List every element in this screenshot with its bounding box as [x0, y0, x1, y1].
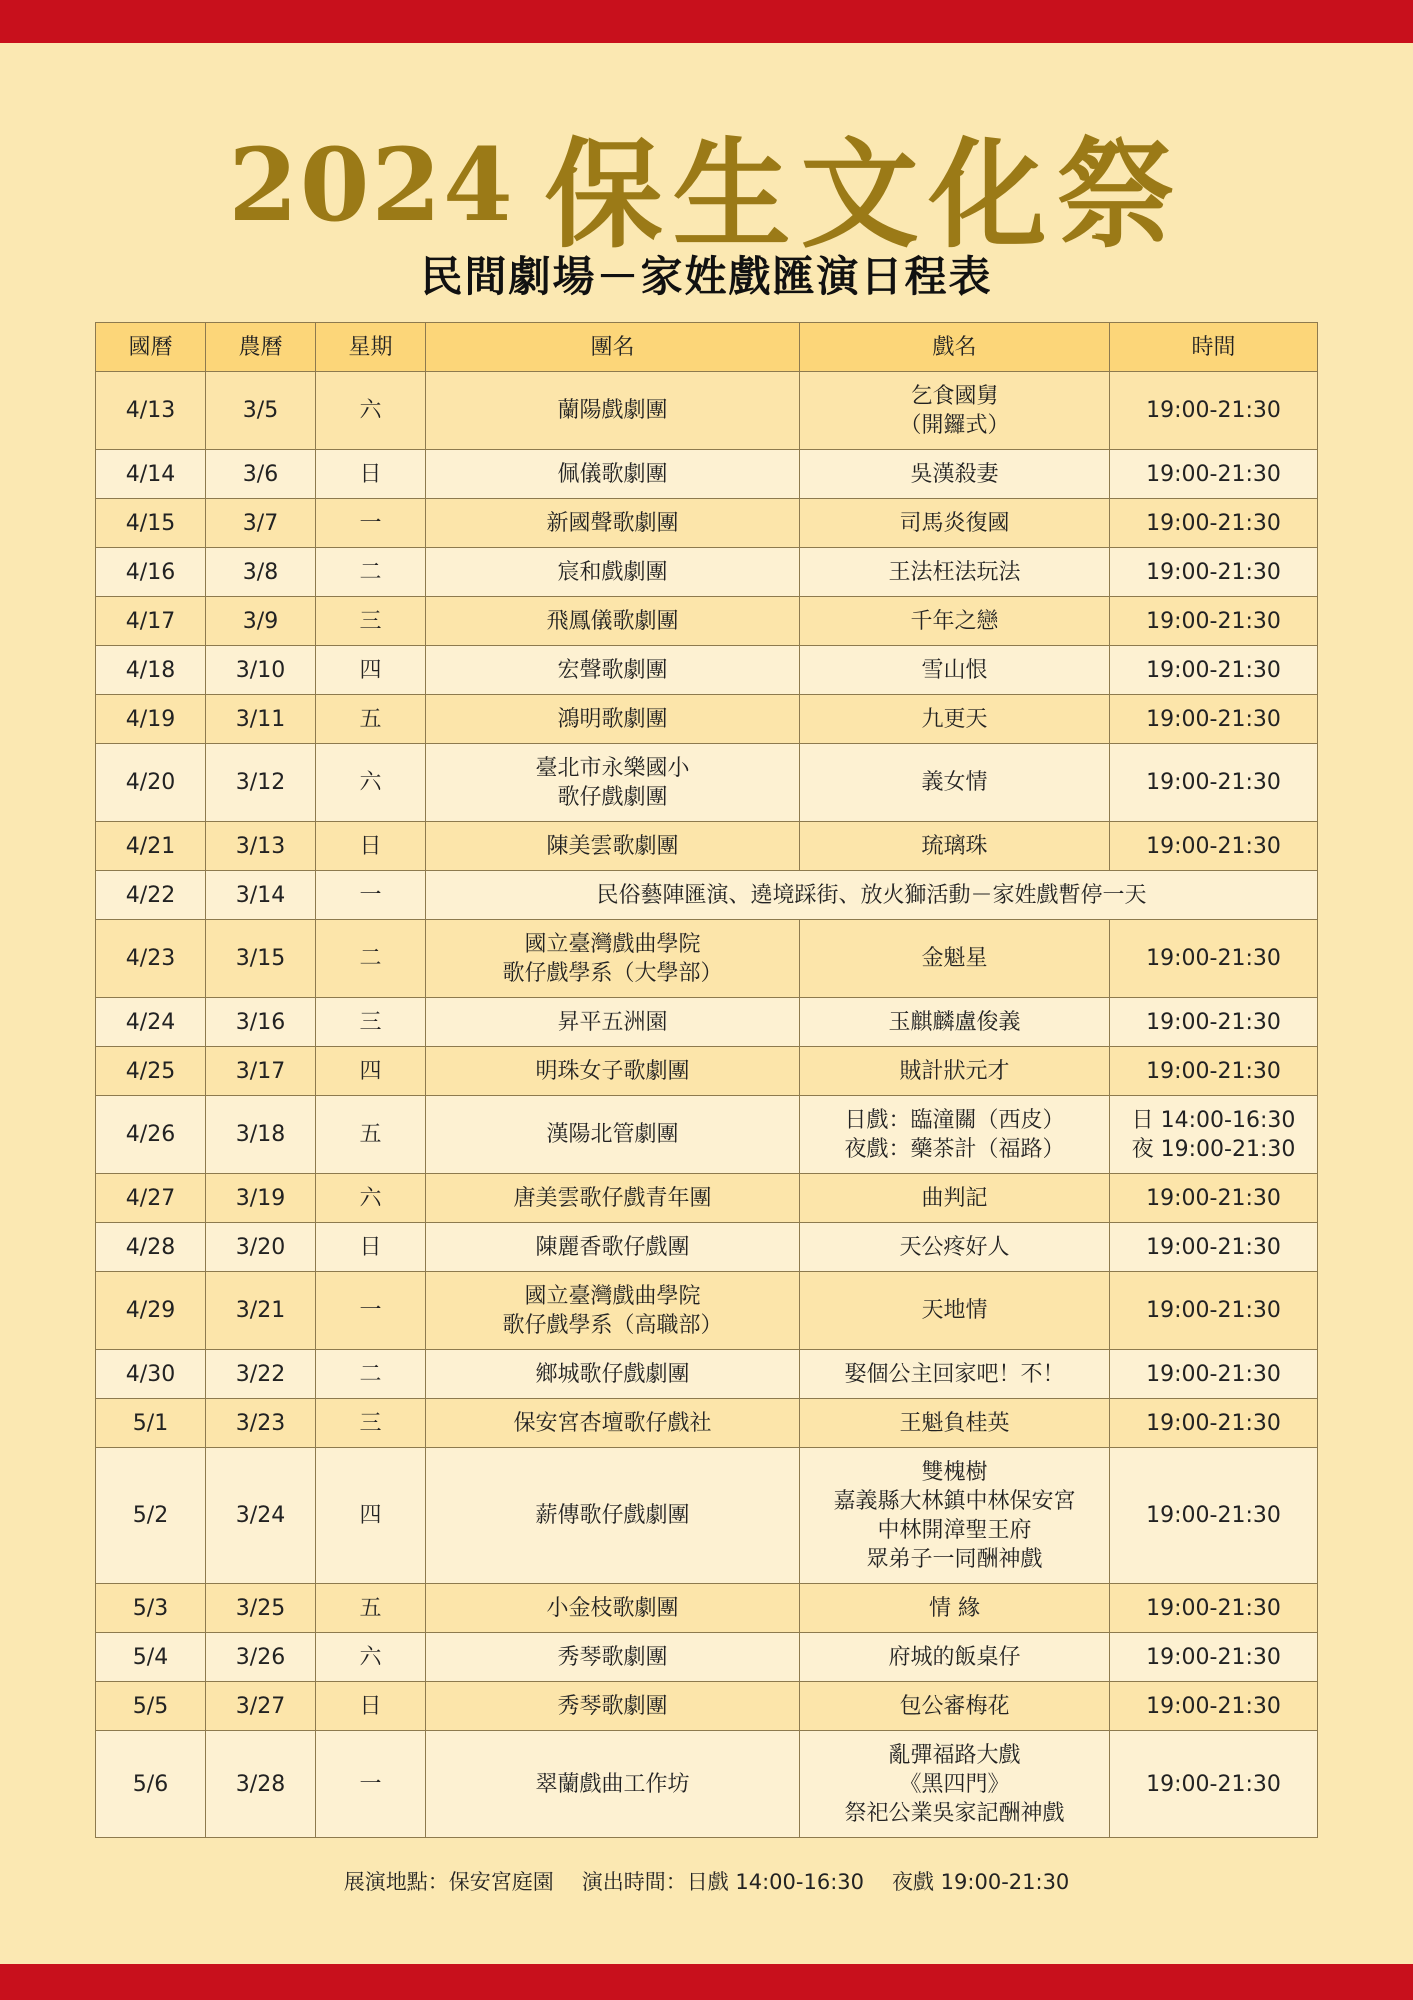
cell-troupe-line: 秀琴歌劇團 — [557, 1693, 668, 1719]
table-row — [96, 1682, 1318, 1731]
cell-troupe — [426, 1047, 800, 1096]
cell-troupe — [426, 1350, 800, 1399]
cell-time — [1110, 744, 1318, 822]
table-row — [96, 1223, 1318, 1272]
cell-troupe-line: 佩儀歌劇團 — [557, 461, 668, 487]
cell-gregorian-date: 5/1 — [96, 1399, 206, 1448]
cell-time-line: 19:00-21:30 — [1146, 510, 1281, 536]
cell-time-line: 19:00-21:30 — [1146, 559, 1281, 585]
cell-weekday: 一 — [316, 1731, 426, 1838]
cell-play — [800, 1682, 1110, 1731]
cell-time — [1110, 822, 1318, 871]
header-play: 戲名 — [800, 323, 1110, 372]
cell-weekday: 五 — [316, 1584, 426, 1633]
cell-weekday: 四 — [316, 1448, 426, 1584]
cell-lunar-date: 3/23 — [206, 1399, 316, 1448]
cell-lunar-date: 3/11 — [206, 695, 316, 744]
cell-troupe — [426, 1272, 800, 1350]
table-row — [96, 1174, 1318, 1223]
cell-lunar-date: 3/9 — [206, 597, 316, 646]
cell-play — [800, 1584, 1110, 1633]
header-weekday: 星期 — [316, 323, 426, 372]
schedule-body — [96, 372, 1318, 1838]
table-row — [96, 372, 1318, 450]
cell-lunar-date: 3/19 — [206, 1174, 316, 1223]
cell-gregorian-date: 4/24 — [96, 998, 206, 1047]
cell-troupe — [426, 920, 800, 998]
cell-lunar-date: 3/24 — [206, 1448, 316, 1584]
cell-play — [800, 1272, 1110, 1350]
cell-lunar-date: 3/7 — [206, 499, 316, 548]
cell-troupe-line: 漢陽北管劇團 — [546, 1122, 679, 1147]
cell-troupe-line: 飛鳳儀歌劇團 — [546, 608, 679, 634]
cell-play-line: 金魁星 — [921, 946, 988, 971]
cell-play-line: 千年之戀 — [910, 608, 999, 634]
cell-time — [1110, 1047, 1318, 1096]
cell-time-line: 19:00-21:30 — [1146, 1058, 1281, 1084]
cell-lunar-date: 3/14 — [206, 871, 316, 920]
cell-time-line: 19:00-21:30 — [1146, 608, 1281, 634]
cell-troupe-line: 秀琴歌劇團 — [557, 1644, 668, 1670]
cell-time — [1110, 1272, 1318, 1350]
table-row — [96, 1047, 1318, 1096]
cell-play-line: 府城的飯桌仔 — [888, 1644, 1021, 1670]
cell-weekday: 日 — [316, 822, 426, 871]
cell-troupe-line: 明珠女子歌劇團 — [535, 1058, 690, 1084]
cell-time — [1110, 499, 1318, 548]
header-gregorian-date: 國曆 — [96, 323, 206, 372]
cell-play-line: 情 緣 — [929, 1595, 980, 1621]
cell-time — [1110, 548, 1318, 597]
cell-time — [1110, 450, 1318, 499]
table-row — [96, 548, 1318, 597]
cell-time — [1110, 1096, 1318, 1174]
cell-play — [800, 499, 1110, 548]
cell-time-line: 19:00-21:30 — [1146, 1644, 1281, 1670]
cell-gregorian-date: 4/27 — [96, 1174, 206, 1223]
table-header-row — [96, 323, 1318, 372]
cell-time-line: 19:00-21:30 — [1146, 657, 1281, 683]
table-row — [96, 1448, 1318, 1584]
cell-play-line: 雪山恨 — [921, 657, 988, 683]
cell-lunar-date: 3/22 — [206, 1350, 316, 1399]
footer-venue: 展演地點：保安宮庭園 — [343, 1870, 554, 1894]
cell-troupe-line: 歌仔戲學系（高職部） — [502, 1312, 723, 1338]
cell-play-line: 吳漢殺妻 — [910, 461, 999, 487]
cell-lunar-date: 3/25 — [206, 1584, 316, 1633]
cell-time-line: 夜 19:00-21:30 — [1131, 1136, 1296, 1162]
cell-weekday: 一 — [316, 871, 426, 920]
cell-lunar-date: 3/27 — [206, 1682, 316, 1731]
cell-weekday: 四 — [316, 646, 426, 695]
footer-evening: 夜戲 19:00-21:30 — [892, 1870, 1070, 1894]
cell-troupe-line: 歌仔戲學系（大學部） — [502, 960, 723, 986]
cell-time-line: 19:00-21:30 — [1146, 770, 1281, 795]
cell-troupe-line: 歌仔戲劇團 — [557, 784, 668, 810]
cell-time — [1110, 1223, 1318, 1272]
cell-play-line: 王法枉法玩法 — [888, 559, 1021, 585]
cell-troupe — [426, 646, 800, 695]
table-row — [96, 871, 1318, 920]
table-row — [96, 450, 1318, 499]
cell-play-line: 天地情 — [921, 1298, 988, 1323]
cell-gregorian-date: 5/5 — [96, 1682, 206, 1731]
table-row — [96, 1399, 1318, 1448]
cell-play — [800, 1096, 1110, 1174]
cell-play-line: 娶個公主回家吧！不！ — [844, 1361, 1065, 1387]
cell-troupe — [426, 1448, 800, 1584]
cell-weekday: 二 — [316, 1350, 426, 1399]
cell-play-line: 司馬炎復國 — [899, 510, 1010, 536]
cell-troupe-line: 陳美雲歌劇團 — [546, 833, 679, 859]
cell-time-line: 19:00-21:30 — [1146, 1410, 1281, 1436]
table-row — [96, 499, 1318, 548]
cell-lunar-date: 3/26 — [206, 1633, 316, 1682]
cell-play-line: 賊計狀元才 — [899, 1058, 1010, 1084]
cell-troupe — [426, 822, 800, 871]
table-row — [96, 597, 1318, 646]
cell-troupe — [426, 998, 800, 1047]
cell-troupe-line: 小金枝歌劇團 — [546, 1595, 679, 1621]
cell-troupe — [426, 548, 800, 597]
cell-play — [800, 1633, 1110, 1682]
cell-weekday: 六 — [316, 744, 426, 822]
cell-play — [800, 998, 1110, 1047]
cell-gregorian-date: 4/18 — [96, 646, 206, 695]
cell-play-line: 《黑四門》 — [899, 1771, 1010, 1797]
table-row — [96, 1350, 1318, 1399]
cell-troupe-line: 昇平五洲園 — [557, 1009, 668, 1035]
cell-play-line: 夜戲：藥茶計（福路） — [844, 1136, 1065, 1162]
cell-time — [1110, 998, 1318, 1047]
cell-troupe — [426, 1731, 800, 1838]
cell-time-line: 19:00-21:30 — [1146, 1185, 1281, 1211]
cell-play — [800, 744, 1110, 822]
cell-play — [800, 1399, 1110, 1448]
title-main: 保生文化祭 — [544, 125, 1185, 264]
cell-play — [800, 695, 1110, 744]
table-row — [96, 1731, 1318, 1838]
cell-weekday: 二 — [316, 548, 426, 597]
header-lunar-date: 農曆 — [206, 323, 316, 372]
cell-play — [800, 646, 1110, 695]
cell-gregorian-date: 4/15 — [96, 499, 206, 548]
cell-play-line: 祭祀公業吳家記酬神戲 — [844, 1800, 1065, 1826]
cell-time-line: 19:00-21:30 — [1146, 1234, 1281, 1260]
cell-play-line: 玉麒麟盧俊義 — [888, 1009, 1021, 1035]
cell-play-line: 日戲：臨潼關（西皮） — [844, 1107, 1065, 1133]
cell-time-line: 19:00-21:30 — [1146, 1361, 1281, 1387]
cell-troupe — [426, 1584, 800, 1633]
cell-weekday: 一 — [316, 1272, 426, 1350]
cell-lunar-date: 3/16 — [206, 998, 316, 1047]
cell-time — [1110, 597, 1318, 646]
cell-time — [1110, 1731, 1318, 1838]
cell-gregorian-date: 4/26 — [96, 1096, 206, 1174]
cell-lunar-date: 3/13 — [206, 822, 316, 871]
cell-gregorian-date: 5/3 — [96, 1584, 206, 1633]
cell-gregorian-date: 4/25 — [96, 1047, 206, 1096]
cell-play-line: 天公疼好人 — [899, 1234, 1010, 1260]
cell-weekday: 六 — [316, 1633, 426, 1682]
cell-troupe — [426, 1174, 800, 1223]
table-row — [96, 1584, 1318, 1633]
table-row — [96, 1096, 1318, 1174]
cell-weekday: 五 — [316, 1096, 426, 1174]
cell-troupe-line: 薪傳歌仔戲劇團 — [535, 1503, 690, 1528]
cell-time-line: 19:00-21:30 — [1146, 398, 1281, 423]
cell-play — [800, 1350, 1110, 1399]
cell-time — [1110, 1174, 1318, 1223]
cell-time — [1110, 372, 1318, 450]
cell-troupe-line: 陳麗香歌仔戲團 — [535, 1234, 690, 1260]
cell-play-line: 嘉義縣大林鎮中林保安宮 — [833, 1488, 1076, 1514]
cell-play-line: 亂彈福路大戲 — [888, 1742, 1021, 1768]
cell-troupe — [426, 695, 800, 744]
header-troupe: 團名 — [426, 323, 800, 372]
cell-time-line: 19:00-21:30 — [1146, 461, 1281, 487]
cell-time — [1110, 920, 1318, 998]
cell-time — [1110, 1350, 1318, 1399]
cell-troupe-line: 蘭陽戲劇團 — [557, 398, 668, 423]
cell-weekday: 一 — [316, 499, 426, 548]
cell-play-line: 琉璃珠 — [921, 833, 988, 859]
cell-time-line: 19:00-21:30 — [1146, 1771, 1281, 1797]
cell-play — [800, 1731, 1110, 1838]
cell-play-line: 中林開漳聖王府 — [877, 1517, 1032, 1543]
table-row — [96, 1633, 1318, 1682]
table-row — [96, 646, 1318, 695]
cell-weekday: 日 — [316, 1223, 426, 1272]
cell-gregorian-date: 4/17 — [96, 597, 206, 646]
cell-gregorian-date: 4/30 — [96, 1350, 206, 1399]
table-row — [96, 1272, 1318, 1350]
table-row — [96, 695, 1318, 744]
cell-troupe-line: 保安宮杏壇歌仔戲社 — [513, 1410, 712, 1436]
cell-weekday: 六 — [316, 1174, 426, 1223]
footer-info — [0, 1866, 1413, 1896]
table-row — [96, 822, 1318, 871]
cell-troupe-line: 翠蘭戲曲工作坊 — [535, 1771, 690, 1797]
cell-weekday: 三 — [316, 1399, 426, 1448]
cell-lunar-date: 3/10 — [206, 646, 316, 695]
cell-play-line: 曲判記 — [921, 1185, 988, 1211]
cell-troupe — [426, 1682, 800, 1731]
cell-troupe — [426, 1096, 800, 1174]
cell-troupe-line: 唐美雲歌仔戲青年團 — [513, 1185, 712, 1211]
title-year: 2024 — [228, 126, 515, 244]
cell-play — [800, 822, 1110, 871]
cell-lunar-date: 3/5 — [206, 372, 316, 450]
cell-weekday: 二 — [316, 920, 426, 998]
cell-weekday: 日 — [316, 1682, 426, 1731]
cell-gregorian-date: 4/21 — [96, 822, 206, 871]
cell-troupe — [426, 450, 800, 499]
cell-gregorian-date: 4/16 — [96, 548, 206, 597]
cell-play-line: 乞食國舅 — [910, 383, 999, 409]
cell-lunar-date: 3/6 — [206, 450, 316, 499]
cell-weekday: 五 — [316, 695, 426, 744]
cell-troupe-line: 臺北市永樂國小 — [535, 755, 690, 781]
cell-play — [800, 1174, 1110, 1223]
cell-play — [800, 597, 1110, 646]
cell-play — [800, 372, 1110, 450]
cell-troupe — [426, 499, 800, 548]
cell-time — [1110, 1448, 1318, 1584]
cell-play — [800, 450, 1110, 499]
cell-time-line: 19:00-21:30 — [1146, 706, 1281, 732]
cell-gregorian-date: 4/29 — [96, 1272, 206, 1350]
cell-troupe-line: 宏聲歌劇團 — [557, 657, 668, 683]
cell-play-line: 九更天 — [921, 706, 988, 732]
cell-time-line: 19:00-21:30 — [1146, 1595, 1281, 1621]
cell-lunar-date: 3/28 — [206, 1731, 316, 1838]
cell-time-line: 19:00-21:30 — [1146, 1298, 1281, 1323]
cell-lunar-date: 3/15 — [206, 920, 316, 998]
cell-time — [1110, 1633, 1318, 1682]
top-red-band — [0, 0, 1413, 43]
cell-troupe-line: 國立臺灣戲曲學院 — [524, 1283, 701, 1309]
schedule-table — [95, 322, 1318, 1838]
cell-weekday: 日 — [316, 450, 426, 499]
cell-gregorian-date: 4/13 — [96, 372, 206, 450]
cell-troupe-line: 宸和戲劇團 — [557, 559, 668, 585]
table-row — [96, 744, 1318, 822]
cell-lunar-date: 3/18 — [206, 1096, 316, 1174]
cell-weekday: 六 — [316, 372, 426, 450]
cell-time — [1110, 1399, 1318, 1448]
cell-play-line: 王魁負桂英 — [899, 1410, 1010, 1436]
cell-gregorian-date: 4/19 — [96, 695, 206, 744]
cell-lunar-date: 3/12 — [206, 744, 316, 822]
cell-troupe — [426, 597, 800, 646]
cell-troupe-line: 新國聲歌劇團 — [546, 510, 679, 536]
cell-troupe — [426, 1399, 800, 1448]
cell-weekday: 三 — [316, 597, 426, 646]
cell-lunar-date: 3/20 — [206, 1223, 316, 1272]
cell-play-line: 眾弟子一同酬神戲 — [866, 1546, 1043, 1572]
cell-time — [1110, 646, 1318, 695]
cell-play — [800, 1448, 1110, 1584]
cell-troupe — [426, 1633, 800, 1682]
cell-play-line: 雙槐樹 — [921, 1459, 988, 1485]
cell-play-line: 義女情 — [921, 770, 988, 795]
cell-gregorian-date: 5/6 — [96, 1731, 206, 1838]
cell-time — [1110, 695, 1318, 744]
cell-troupe — [426, 1223, 800, 1272]
page-subtitle: 民間劇場－家姓戲匯演日程表 — [420, 252, 993, 301]
cell-gregorian-date: 4/14 — [96, 450, 206, 499]
cell-gregorian-date: 4/20 — [96, 744, 206, 822]
cell-weekday: 三 — [316, 998, 426, 1047]
bottom-red-band — [0, 1964, 1413, 2000]
cell-gregorian-date: 5/2 — [96, 1448, 206, 1584]
cell-time — [1110, 1584, 1318, 1633]
cell-lunar-date: 3/8 — [206, 548, 316, 597]
header-time: 時間 — [1110, 323, 1318, 372]
cell-gregorian-date: 4/23 — [96, 920, 206, 998]
cell-troupe — [426, 372, 800, 450]
cell-troupe-line: 國立臺灣戲曲學院 — [524, 931, 701, 957]
cell-troupe — [426, 744, 800, 822]
cell-time-line: 日 14:00-16:30 — [1131, 1107, 1296, 1133]
cell-play-line: （開鑼式） — [899, 412, 1010, 438]
cell-play — [800, 1223, 1110, 1272]
cell-time — [1110, 1682, 1318, 1731]
table-row — [96, 920, 1318, 998]
cell-notice: 民俗藝陣匯演、遶境踩街、放火獅活動－家姓戲暫停一天 — [426, 871, 1318, 920]
cell-play — [800, 1047, 1110, 1096]
cell-time-line: 19:00-21:30 — [1146, 833, 1281, 859]
cell-gregorian-date: 5/4 — [96, 1633, 206, 1682]
cell-play-line: 包公審梅花 — [899, 1693, 1010, 1719]
cell-time-line: 19:00-21:30 — [1146, 1693, 1281, 1719]
table-row — [96, 998, 1318, 1047]
cell-play — [800, 920, 1110, 998]
cell-troupe-line: 鴻明歌劇團 — [557, 706, 668, 732]
cell-time-line: 19:00-21:30 — [1146, 1009, 1281, 1035]
cell-time-line: 19:00-21:30 — [1146, 946, 1281, 971]
cell-gregorian-date: 4/22 — [96, 871, 206, 920]
cell-gregorian-date: 4/28 — [96, 1223, 206, 1272]
footer-showtime: 演出時間：日戲 14:00-16:30 — [581, 1870, 864, 1894]
cell-lunar-date: 3/21 — [206, 1272, 316, 1350]
cell-lunar-date: 3/17 — [206, 1047, 316, 1096]
cell-troupe-line: 鄉城歌仔戲劇團 — [535, 1361, 690, 1387]
cell-weekday: 四 — [316, 1047, 426, 1096]
cell-play — [800, 548, 1110, 597]
cell-time-line: 19:00-21:30 — [1146, 1503, 1281, 1528]
